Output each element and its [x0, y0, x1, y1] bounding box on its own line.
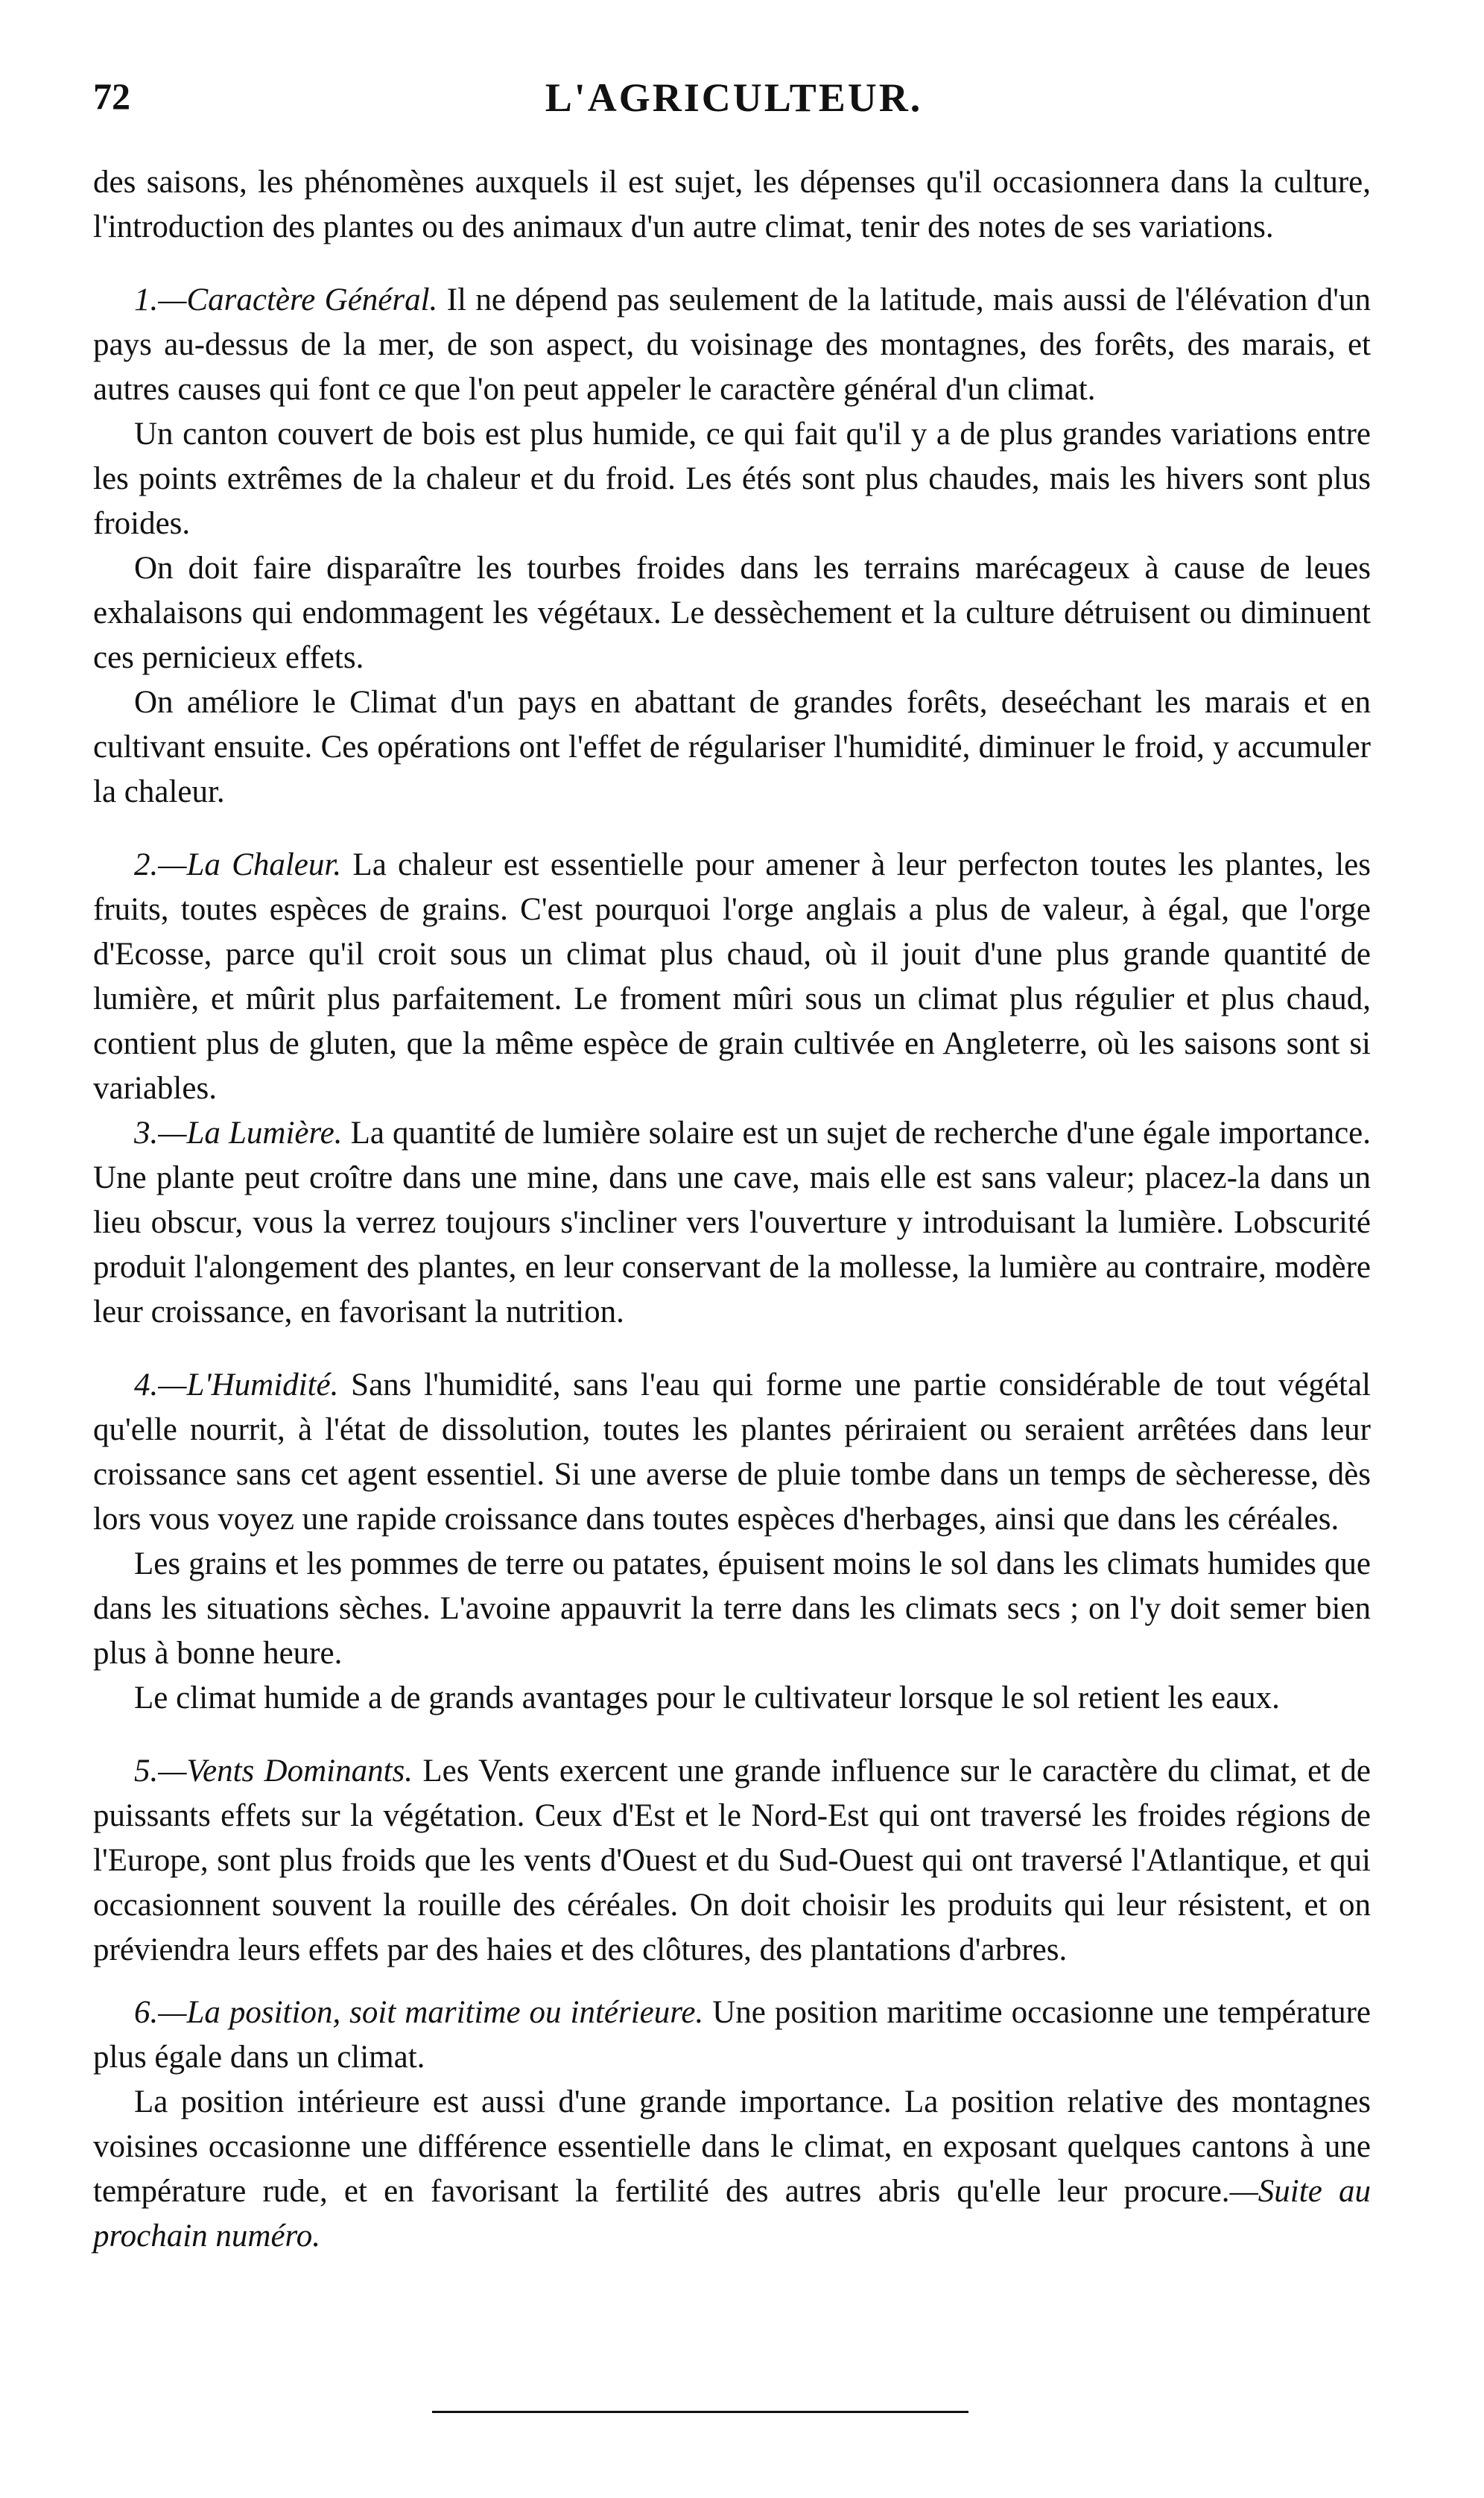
final-text: La position intérieure est aussi d'une grande importance. La position relative des montagnes voisines occasionne une différence essentielle dans le climat, en exposant quelques cantons à une température rude, et en favorisant la fertilité des autres abris qu'elle leur procure.: [93, 2084, 1371, 2209]
section-2-heading: 2.—La Chaleur.: [134, 847, 342, 882]
section-5-text: Les Vents exercent une grande influence sur le caractère du climat, et de puissants effets sur la végétation. Ceux d'Est et le Nord-Est qui ont traversé les froides régions de l'Europe, sont plus froids que les vents d'Ouest et du Sud-Ouest qui ont traversé l'Atlantique, et qui occasionnent souvent la rouille des céréales. On doit choisir les produits qui leur résistent, et on préviendra leurs effets par des haies et des clôtures, des plantations d'arbres.: [93, 1754, 1372, 1967]
final-paragraph: [93, 2080, 1371, 2259]
section-1-text: Il ne dépend pas seulement de la latitude, mais aussi de l'élévation d'un pays au-dessus de la mer, de son aspect, du voisinage des montagnes, des forêts, des marais, et autres causes qui font ce que l'on peut appeler le caractère général d'un climat.: [93, 282, 1371, 407]
humide-paragraph: Le climat humide a de grands avantages pour le cultivateur lorsque le sol retient les eaux.: [134, 1680, 1280, 1716]
section-4-heading: 4.—L'Humidité.: [134, 1367, 339, 1403]
section-6-text: Une position maritime occasionne une température plus égale dans un climat.: [93, 1995, 1372, 2075]
tourbes-paragraph: On doit faire disparaître les tourbes froides dans les terrains marécageux à cause de leues exhalaisons qui endommagent les végétaux. Le dessèchement et la culture détruisent ou diminuent ces pernicieux effets.: [93, 551, 1371, 675]
continued-note: —Suite au prochain numéro.: [93, 2174, 1371, 2254]
running-title: L'AGRICULTEUR.: [545, 75, 923, 120]
section-3-heading: 3.—La Lumière.: [134, 1116, 343, 1151]
section-5-paragraph: [93, 1749, 1371, 1973]
article-body: [93, 160, 1371, 2259]
page-header: [93, 75, 1374, 127]
end-rule: [432, 2411, 968, 2413]
section-6-paragraph: [93, 1991, 1371, 2080]
section-4-paragraph: [93, 1363, 1371, 1542]
section-6-heading: 6.—La position, soit maritime ou intérieure.: [134, 1995, 704, 2030]
canton-paragraph: Un canton couvert de bois est plus humide, ce qui fait qu'il y a de plus grandes variations entre les points extrêmes de la chaleur et du froid. Les étés sont plus chaudes, mais les hivers sont plus froides.: [93, 417, 1371, 541]
ameliore-paragraph: On améliore le Climat d'un pays en abattant de grandes forêts, deseéchant les marais et en cultivant ensuite. Ces opérations ont l'effet de régulariser l'humidité, diminuer le froid, y accumuler la chaleur.: [93, 685, 1371, 809]
section-1-paragraph: [93, 278, 1371, 412]
section-4-text: Sans l'humidité, sans l'eau qui forme une partie considérable de tout végétal qu'elle nourrit, à l'état de dissolution, toutes les plantes périraient ou seraient arrêtées dans leur croissance sans cet agent essentiel. Si une averse de pluie tombe dans un temps de sècheresse, dès lors vous voyez une rapide croissance dans toutes espèces d'herbages, ainsi que dans les céréales.: [93, 1367, 1371, 1537]
section-3-text: La quantité de lumière solaire est un sujet de recherche d'une égale importance. Une plante peut croître dans une mine, dans une cave, mais elle est sans valeur; placez-la dans un lieu obscur, vous la verrez toujours s'incliner vers l'ouverture y introduisant la lumière. Lobscurité produit l'alongement des plantes, en leur conservant de la mollesse, la lumière au contraire, modère leur croissance, en favorisant la nutrition.: [93, 1116, 1372, 1329]
section-3-paragraph: [93, 1111, 1371, 1335]
section-1-heading: 1.—Caractère Général.: [134, 282, 438, 317]
intro-paragraph: des saisons, les phénomènes auxquels il est sujet, les dépenses qu'il occasionnera dans la culture, l'introduction des plantes ou des animaux d'un autre climat, tenir des notes de ses variations.: [93, 165, 1371, 244]
section-2-text: La chaleur est essentielle pour amener à leur perfecton toutes les plantes, les fruits, toutes espèces de grains. C'est pourquoi l'orge anglais a plus de valeur, à égal, que l'orge d'Ecosse, parce qu'il croit sous un climat plus chaud, où il jouit d'une plus grande quantité de lumière, et mûrit plus parfaitement. Le froment mûri sous un climat plus régulier et plus chaud, contient plus de gluten, que la même espèce de grain cultivée en Angleterre, où les saisons sont si variables.: [93, 847, 1372, 1106]
grains-paragraph: Les grains et les pommes de terre ou patates, épuisent moins le sol dans les climats humides que dans les situations sèches. L'avoine appauvrit la terre dans les climats secs ; on l'y doit semer bien plus à bonne heure.: [93, 1546, 1371, 1671]
page-number: 72: [93, 75, 130, 117]
section-2-paragraph: [93, 843, 1371, 1111]
section-5-heading: 5.—Vents Dominants.: [134, 1754, 413, 1789]
